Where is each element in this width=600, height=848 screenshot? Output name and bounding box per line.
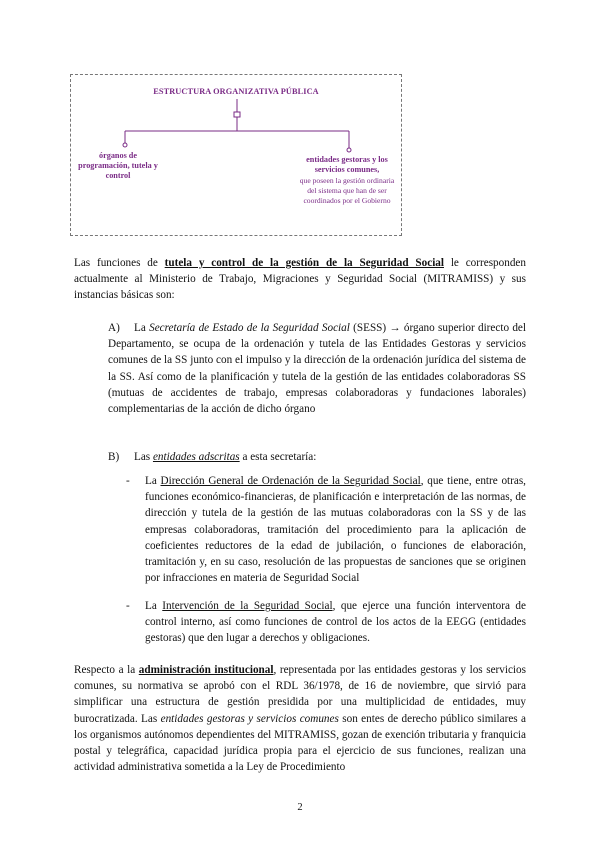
text-run: (SESS) → órgano superior directo del Departamento, se ocupa de la ordenación y tutela de las Entidades Gestoras y servicios comunes de la SS junto con el impulso y la dirección de la ordenación jurídica del sistema de la SS. Así como de la planificación y tutela de la gestión de las entidades colaboradoras SS (mutuas de accidentes de trabajo, empresas colaboradoras y fundaciones laborales) complementarias de la acción de dicho órgano <box>108 322 526 416</box>
text-run: son entes de derecho público similares a los organismos autónomos dependientes del MITRAMISS, gozan de exención tributaria y franquicia postal y telegráfica, capacidad jurídica propia para el ejercicio de sus funciones, realizan una actividad administrativa sometida a la Ley de Procedimiento <box>74 712 527 774</box>
item-b-marker: B) <box>108 451 120 463</box>
text-run: le corresponden actualmente al Ministerio de Trabajo, Migraciones y Seguridad Social (MITRAMISS) y sus instancias básicas son: <box>74 257 526 302</box>
text-run: La <box>145 600 163 612</box>
underlined-term: Intervención de la Seguridad Social <box>162 600 333 612</box>
page-number: 2 <box>297 802 303 813</box>
text-run: Las funciones de <box>74 257 165 269</box>
item-a-marker: A) <box>108 322 120 334</box>
item-b-paragraph <box>108 449 526 465</box>
underlined-term: Dirección General de Ordenación de la Seguridad Social <box>160 475 421 487</box>
emphasis-term: tutela y control de la gestión de la Seguridad Social <box>164 257 444 269</box>
diagram-title: ESTRUCTURA ORGANIZATIVA PÚBLICA <box>153 87 319 96</box>
intro-paragraph <box>74 255 526 304</box>
diagram-left-label: órganos de programación, tutela y control <box>78 151 158 180</box>
diagram-right-description: que poseen la gestión ordinaria del sistema que han de ser coordinados por el Gobierno <box>299 176 395 205</box>
italic-underlined-term: entidades adscritas <box>152 451 240 463</box>
institutional-admin-paragraph <box>74 662 526 775</box>
connector-left-end <box>123 143 127 147</box>
emphasis-term: administración institucional <box>138 664 274 676</box>
text-run: , representada por las entidades gestoras y los servicios comunes, su normativa se aprobó con el RDL 36/1978, de 16 de noviembre, que sirvió para simplificar una estructura de gestión presidida por una multiplicidad de entidades, muy burocratizada. Las <box>74 664 526 725</box>
text-run: La <box>145 475 161 487</box>
connector-right-end <box>347 148 351 152</box>
connector-node <box>234 112 240 117</box>
text-run: a esta secretaría: <box>239 451 317 463</box>
text-run: , que ejerce una función interventora de control interno, así como funciones de control de los actos de la EEGG (entidades gestoras) que den lugar a derechos y obligaciones. <box>145 600 526 645</box>
text-run: Respecto a la <box>74 664 139 676</box>
italic-term: entidades gestoras y servicios comunes <box>160 712 339 725</box>
item-a-paragraph <box>108 320 526 417</box>
text-run: La <box>134 322 150 334</box>
sub-item-1-marker: - <box>126 475 130 487</box>
sub-item-2-marker: - <box>126 600 130 612</box>
sub-item-1-paragraph <box>145 473 526 586</box>
sub-item-2-paragraph <box>145 598 526 647</box>
org-structure-diagram <box>70 74 402 236</box>
italic-term: Secretaría de Estado de la Seguridad Social <box>149 322 350 334</box>
text-run: Las <box>134 451 153 463</box>
text-run: , que tiene, entre otras, funciones económico-financieras, de planificación e interpretación de las normas, de dirección y tutela de la gestión de las mutuas colaboradoras con la SS y de las empresas colaboradoras, tramitación del procedimiento para la aplicación de coeficientes reductores de la edad de jubilación, o funciones de elaboración, tramitación y, en su caso, resolución de las propuestas de sanciones que se originen por infracciones en materia de Seguridad Social <box>145 475 526 585</box>
diagram-right-heading: entidades gestoras y los servicios comunes, <box>306 155 388 174</box>
